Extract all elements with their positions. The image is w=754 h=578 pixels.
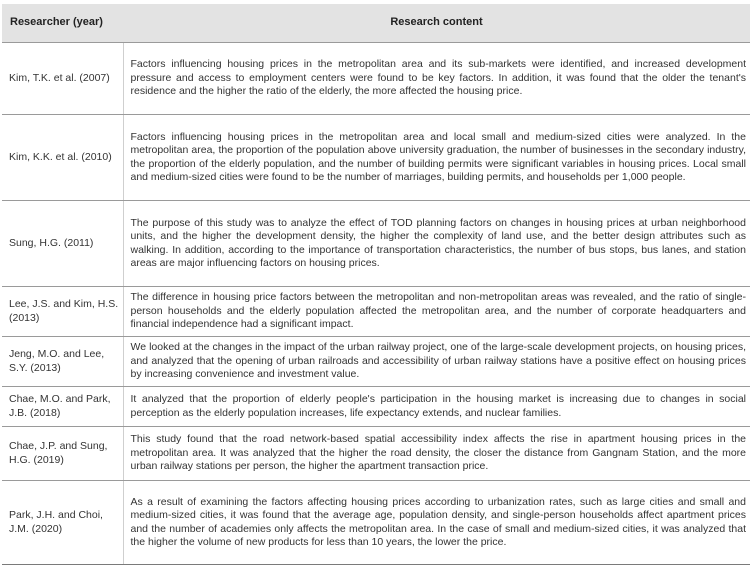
table-row: [2, 43, 750, 115]
researcher-cell: Lee, J.S. and Kim, H.S. (2013): [2, 287, 123, 337]
research-content-cell: As a result of examining the factors affecting housing prices according to urbanization rates, such as large cities and small and medium-sized cities, it was found that the average age, population density, and single-person households affect apartment prices and the number of academies only affects the metropolitan area. In the case of small and medium-sized cities, it was analyzed that the higher the volume of new products for less than 10 years, the lower the price.: [123, 481, 750, 565]
table-row: [2, 427, 750, 481]
column-header-research-content: Research content: [123, 4, 750, 43]
research-content-cell: The purpose of this study was to analyze the effect of TOD planning factors on changes in housing prices at urban neighborhood units, and the higher the development density, the higher the complexity of land use, and the better design attributes such as walking. In addition, according to the importance of transportation characteristics, the number of bus stops, bus lanes, and station areas are major influencing factors on housing prices.: [123, 201, 750, 287]
researcher-cell: Chae, M.O. and Park, J.B. (2018): [2, 387, 123, 427]
researcher-cell: Jeng, M.O. and Lee, S.Y. (2013): [2, 337, 123, 387]
researcher-cell: Kim, T.K. et al. (2007): [2, 43, 123, 115]
research-content-cell: We looked at the changes in the impact of the urban railway project, one of the large-scale development projects, on housing prices, and analyzed that the opening of urban railroads and accessibility of urban railway stations have a positive effect on housing prices by increasing convenience and investment value.: [123, 337, 750, 387]
research-content-cell: It analyzed that the proportion of elderly people's participation in the housing market is increasing due to changes in social perception as the elderly population increases, life expectancy extends, and nuclear families.: [123, 387, 750, 427]
researcher-cell: Park, J.H. and Choi, J.M. (2020): [2, 481, 123, 565]
research-content-cell: Factors influencing housing prices in the metropolitan area and local small and medium-sized cities were analyzed. In the metropolitan area, the proportion of the population above university graduation, the number of businesses in the secondary industry, the proportion of the elderly population, and the number of building permits were significant variables in housing prices. Local small and medium-sized cities were found to be the number of marriages, building permits, and households per 1,000 people.: [123, 115, 750, 201]
literature-review-table: [2, 4, 750, 565]
researcher-cell: Chae, J.P. and Sung, H.G. (2019): [2, 427, 123, 481]
table-row: [2, 201, 750, 287]
research-content-cell: Factors influencing housing prices in the metropolitan area and its sub-markets were identified, and increased development pressure and access to employment centers were found to be key factors. In addition, it was found that the older the tenant's residence and the higher the ratio of the elderly, the more affected the housing price.: [123, 43, 750, 115]
research-content-cell: This study found that the road network-based spatial accessibility index affects the rise in apartment housing prices in the metropolitan area. It was analyzed that the higher the road density, the closer the distance from Gangnam Station, and the more urban railway stations per person, the higher the apartment transaction price.: [123, 427, 750, 481]
table-row: [2, 337, 750, 387]
table-row: [2, 115, 750, 201]
researcher-cell: Kim, K.K. et al. (2010): [2, 115, 123, 201]
table-row: [2, 387, 750, 427]
table-row: [2, 287, 750, 337]
researcher-cell: Sung, H.G. (2011): [2, 201, 123, 287]
table-header-row: [2, 4, 750, 43]
column-header-researcher: Researcher (year): [2, 4, 123, 43]
research-content-cell: The difference in housing price factors between the metropolitan and non-metropolitan areas was revealed, and the ratio of single-person households and the elderly population affected the metropolitan area, and the number of corporate headquarters and financial independence had a significant impact.: [123, 287, 750, 337]
table-row: [2, 481, 750, 565]
